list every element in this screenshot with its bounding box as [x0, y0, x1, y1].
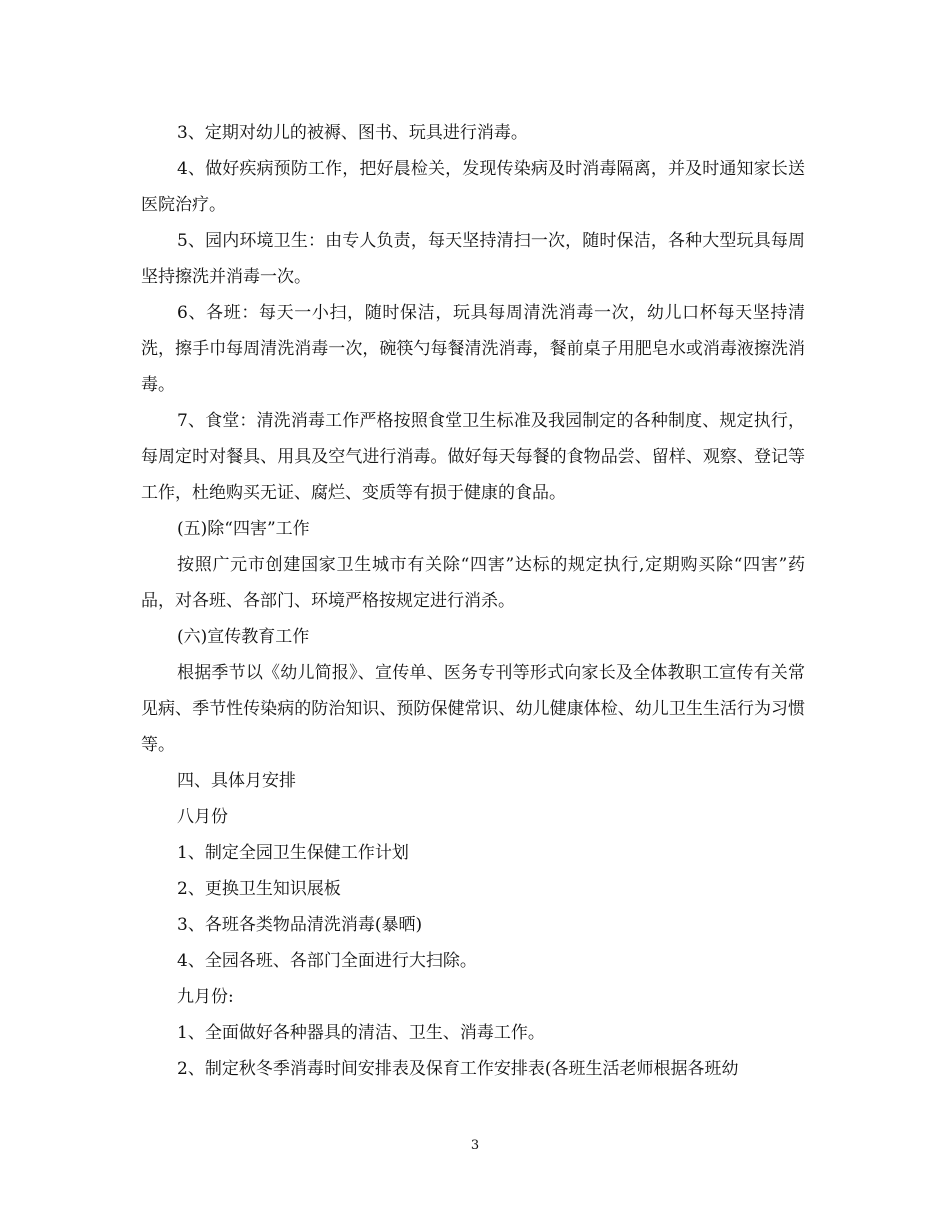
- september-item-1: 1、全面做好各种器具的清洁、卫生、消毒工作。: [177, 1023, 545, 1043]
- page-number: 3: [470, 1138, 480, 1153]
- document-body: [141, 115, 805, 1087]
- month-heading-august: 八月份: [177, 807, 228, 827]
- august-item-1: 1、制定全园卫生保健工作计划: [177, 843, 409, 863]
- paragraph-item-7: 7、食堂：清洗消毒工作严格按照食堂卫生标准及我园制定的各种制度、规定执行，每周定时对餐具、用具及空气进行消毒。做好每天每餐的食物品尝、留样、观察、登记等工作，杜绝购买无证、腐烂、变质等有损于健康的食品。: [141, 411, 805, 503]
- september-item-2: 2、制定秋冬季消毒时间安排表及保育工作安排表(各班生活老师根据各班幼: [177, 1059, 739, 1079]
- section-heading-5: (五)除“四害”工作: [177, 519, 310, 539]
- paragraph-pest-control: 按照广元市创建国家卫生城市有关除“四害”达标的规定执行,定期购买除“四害”药品，对各班、各部门、环境严格按规定进行消杀。: [141, 555, 805, 611]
- paragraph-publicity: 根据季节以《幼儿简报》、宣传单、医务专刊等形式向家长及全体教职工宣传有关常见病、季节性传染病的防治知识、预防保健常识、幼儿健康体检、幼儿卫生生活行为习惯等。: [141, 663, 805, 755]
- paragraph-item-3: 3、定期对幼儿的被褥、图书、玩具进行消毒。: [177, 123, 528, 143]
- august-item-4: 4、全园各班、各部门全面进行大扫除。: [177, 951, 477, 971]
- month-heading-september: 九月份:: [177, 987, 234, 1007]
- paragraph-item-5: 5、园内环境卫生：由专人负责，每天坚持清扫一次，随时保洁，各种大型玩具每周坚持擦洗并消毒一次。: [141, 231, 805, 287]
- section-heading-monthly: 四、具体月安排: [177, 771, 296, 791]
- section-heading-6: (六)宣传教育工作: [177, 627, 310, 647]
- august-item-3: 3、各班各类物品清洗消毒(暴晒): [177, 915, 423, 935]
- paragraph-item-4: 4、做好疾病预防工作，把好晨检关，发现传染病及时消毒隔离，并及时通知家长送医院治疗。: [141, 159, 805, 215]
- paragraph-item-6: 6、各班：每天一小扫，随时保洁，玩具每周清洗消毒一次，幼儿口杯每天坚持清洗，擦手巾每周清洗消毒一次，碗筷勺每餐清洗消毒，餐前桌子用肥皂水或消毒液擦洗消毒。: [141, 303, 805, 395]
- august-item-2: 2、更换卫生知识展板: [177, 879, 341, 899]
